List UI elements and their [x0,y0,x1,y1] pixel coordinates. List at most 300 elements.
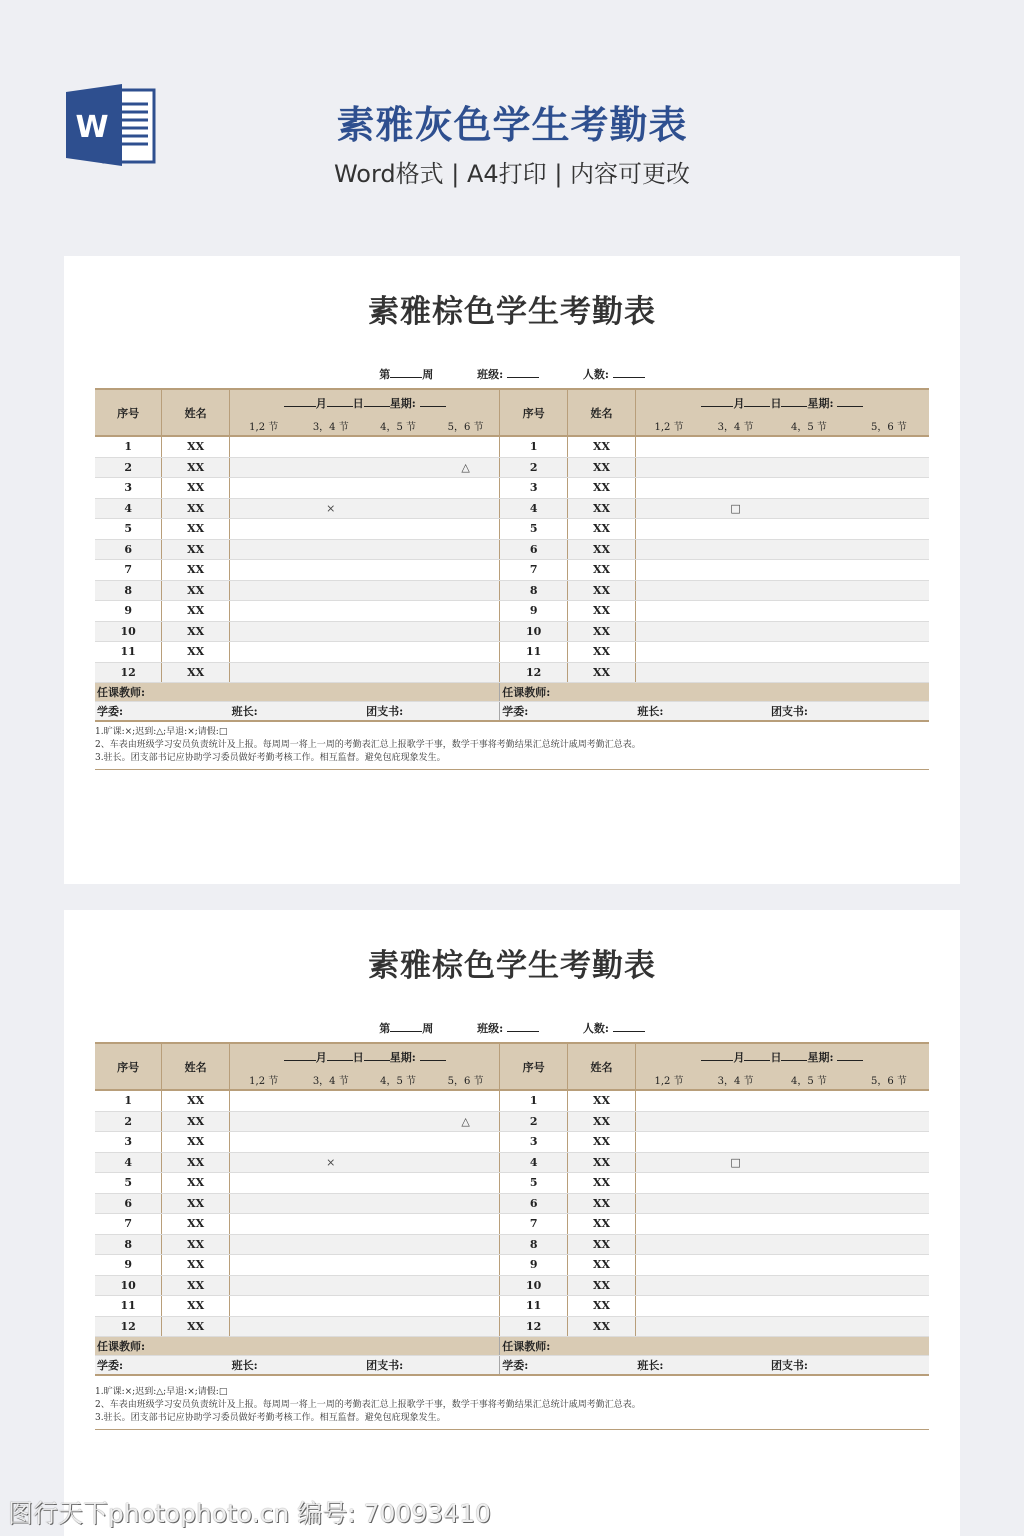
attendance-cell[interactable]: □ [702,1152,769,1173]
note-line: 2、车表由班级学习安员负责统计及上报。每周周一将上一周的考勤表汇总上报歌学干事，数学干事将考勤结果汇总统计戚周考勤汇总表。 [95,1400,641,1410]
row-number: 7 [500,1214,568,1235]
attendance-cell[interactable] [297,1275,364,1296]
student-name: XX [162,1111,230,1132]
attendance-cell[interactable] [432,519,500,540]
note-line: 1.旷课:×;迟到:△;早退:×;请假:□ [95,1387,228,1397]
attendance-cell[interactable] [297,1255,364,1276]
attendance-cell[interactable] [230,662,298,683]
attendance-cell[interactable] [849,1296,929,1317]
table-row [95,1152,929,1173]
attendance-cell[interactable] [230,621,298,642]
attendance-cell[interactable] [364,642,432,663]
league-label: 团支书: [364,702,500,722]
attendance-cell[interactable] [702,457,769,478]
attendance-cell[interactable] [702,1296,769,1317]
period-header: 5，6 节 [432,1070,500,1090]
attendance-cell[interactable] [769,1275,849,1296]
attendance-cell[interactable] [702,478,769,499]
attendance-cell[interactable] [769,1111,849,1132]
attendance-cell[interactable] [702,1275,769,1296]
attendance-cell[interactable] [230,1255,298,1276]
attendance-cell[interactable] [230,560,298,581]
attendance-cell[interactable] [297,1132,364,1153]
col-header-name: 姓名 [568,1043,636,1090]
attendance-cell[interactable] [364,662,432,683]
attendance-cell[interactable] [432,560,500,581]
attendance-cell[interactable] [702,436,769,457]
attendance-cell[interactable] [432,580,500,601]
attendance-cell[interactable] [364,601,432,622]
row-number: 10 [95,1275,162,1296]
table-row [95,1090,929,1111]
attendance-cell[interactable] [702,1132,769,1153]
attendance-cell[interactable] [702,560,769,581]
attendance-cell[interactable] [230,1111,298,1132]
row-number: 4 [500,1152,568,1173]
attendance-cell[interactable] [297,1193,364,1214]
attendance-cell[interactable] [635,1173,702,1194]
attendance-cell[interactable] [230,642,298,663]
attendance-cell[interactable] [849,1111,929,1132]
attendance-cell[interactable] [364,457,432,478]
attendance-cell[interactable] [230,1152,298,1173]
attendance-cell[interactable] [297,642,364,663]
attendance-cell[interactable] [230,519,298,540]
attendance-cell[interactable] [849,1152,929,1173]
attendance-cell[interactable] [635,580,702,601]
monitor-label: 班长: [635,1356,769,1376]
attendance-cell[interactable] [635,436,702,457]
col-header-no: 序号 [95,389,162,436]
attendance-cell[interactable] [849,1090,929,1111]
attendance-cell[interactable] [849,601,929,622]
banner-subtitle: Word格式 | A4打印 | 内容可更改 [333,160,691,188]
attendance-cell[interactable] [702,1214,769,1235]
attendance-cell[interactable] [702,642,769,663]
attendance-cell[interactable] [297,1214,364,1235]
table-row [95,1111,929,1132]
attendance-cell[interactable] [769,1316,849,1337]
attendance-cell[interactable] [635,1090,702,1111]
note-line: 3.驻长。团支部书记应协助学习委员做好考勤考核工作。相互监督。避免包庇现象发生。 [95,1413,446,1423]
attendance-cell[interactable] [297,519,364,540]
student-name: XX [568,1090,636,1111]
attendance-cell[interactable] [364,498,432,519]
attendance-cell[interactable] [849,1275,929,1296]
attendance-cell[interactable] [769,519,849,540]
attendance-cell[interactable] [297,621,364,642]
attendance-cell[interactable] [230,1173,298,1194]
attendance-cell[interactable] [230,457,298,478]
attendance-cell[interactable] [769,1296,849,1317]
teacher-label: 任课教师: [95,683,500,702]
attendance-cell[interactable] [432,1275,500,1296]
attendance-cell[interactable] [702,1111,769,1132]
student-name: XX [162,580,230,601]
attendance-cell[interactable] [432,621,500,642]
student-name: XX [162,1296,230,1317]
attendance-cell[interactable] [849,1214,929,1235]
class-field[interactable]: 班级: [477,1022,539,1035]
attendance-cell[interactable] [702,601,769,622]
table-row [95,1275,929,1296]
attendance-cell[interactable] [849,478,929,499]
attendance-cell[interactable] [702,621,769,642]
row-number: 9 [500,1255,568,1276]
attendance-cell[interactable] [635,601,702,622]
student-name: XX [568,1193,636,1214]
period-header: 3，4 节 [297,416,364,436]
attendance-cell[interactable] [230,1296,298,1317]
attendance-cell[interactable]: □ [702,498,769,519]
table-row [95,1173,929,1194]
attendance-cell[interactable] [432,601,500,622]
attendance-cell[interactable] [635,498,702,519]
attendance-cell[interactable] [849,519,929,540]
student-name: XX [568,519,636,540]
attendance-cell[interactable] [635,539,702,560]
row-number: 12 [500,662,568,683]
attendance-cell[interactable]: △ [432,1111,500,1132]
attendance-cell[interactable] [849,1193,929,1214]
attendance-cell[interactable] [635,1193,702,1214]
attendance-cell[interactable] [635,1111,702,1132]
attendance-cell[interactable] [769,1173,849,1194]
attendance-cell[interactable] [230,1275,298,1296]
attendance-cell[interactable] [849,560,929,581]
attendance-cell[interactable] [769,457,849,478]
attendance-cell[interactable] [635,478,702,499]
attendance-cell[interactable] [702,662,769,683]
attendance-cell[interactable] [769,560,849,581]
attendance-cell[interactable] [364,1090,432,1111]
table-row [95,478,929,499]
attendance-cell[interactable] [849,642,929,663]
col-header-no: 序号 [500,389,568,436]
row-number: 5 [95,519,162,540]
study-label: 学委: [95,702,230,722]
doc-title: 素雅棕色学生考勤表 [368,294,656,330]
table-row [95,621,929,642]
count-field[interactable]: 人数: [583,368,645,381]
week-field[interactable]: 第 周 [379,368,434,381]
table-row [95,560,929,581]
attendance-cell[interactable] [297,539,364,560]
attendance-cell[interactable] [230,601,298,622]
attendance-cell[interactable] [297,436,364,457]
row-number: 9 [95,601,162,622]
date-header: 月 日 星期: [635,1043,929,1070]
attendance-cell[interactable] [849,662,929,683]
note-line: 1.旷课:×;迟到:△;早退:×;请假:□ [95,727,228,737]
attendance-cell[interactable] [702,1173,769,1194]
attendance-cell[interactable] [849,498,929,519]
period-header: 5，6 节 [849,416,929,436]
row-number: 10 [500,621,568,642]
row-number: 9 [500,601,568,622]
attendance-cell[interactable] [635,560,702,581]
attendance-cell[interactable] [297,601,364,622]
attendance-cell[interactable]: × [297,1152,364,1173]
student-name: XX [568,478,636,499]
period-header: 1,2 节 [230,416,298,436]
attendance-cell[interactable] [635,1316,702,1337]
table-row [95,457,929,478]
date-header: 月 日 星期: [230,1043,500,1070]
attendance-cell[interactable] [364,1111,432,1132]
attendance-cell[interactable] [297,1316,364,1337]
table-row [95,519,929,540]
attendance-cell[interactable] [432,1152,500,1173]
attendance-cell[interactable] [769,601,849,622]
attendance-cell[interactable] [635,1234,702,1255]
attendance-cell[interactable] [297,662,364,683]
attendance-cell[interactable] [230,539,298,560]
attendance-cell[interactable] [297,1234,364,1255]
week-field[interactable]: 第 周 [379,1022,434,1035]
row-number: 8 [95,580,162,601]
attendance-cell[interactable] [849,1316,929,1337]
attendance-cell[interactable] [769,1090,849,1111]
attendance-cell[interactable] [769,642,849,663]
attendance-cell[interactable]: △ [432,457,500,478]
attendance-cell[interactable] [230,498,298,519]
attendance-cell[interactable] [702,1193,769,1214]
attendance-cell[interactable] [230,1193,298,1214]
attendance-cell[interactable] [769,1255,849,1276]
attendance-cell[interactable] [432,1193,500,1214]
table-row [95,1316,929,1337]
period-header: 5，6 节 [432,416,500,436]
attendance-cell[interactable] [702,1234,769,1255]
attendance-cell[interactable] [432,1316,500,1337]
attendance-cell[interactable] [635,1132,702,1153]
attendance-cell[interactable] [635,1214,702,1235]
banner-title: 素雅灰色学生考勤表 [336,103,688,147]
student-name: XX [568,539,636,560]
attendance-cell[interactable] [769,662,849,683]
table-row [95,539,929,560]
attendance-cell[interactable] [849,436,929,457]
table-row [95,601,929,622]
row-number: 12 [95,1316,162,1337]
attendance-cell[interactable] [849,1234,929,1255]
svg-text:W: W [75,110,109,145]
attendance-cell[interactable] [364,1173,432,1194]
student-name: XX [162,642,230,663]
student-name: XX [162,560,230,581]
attendance-cell[interactable] [432,1173,500,1194]
attendance-cell[interactable] [432,1296,500,1317]
attendance-cell[interactable] [230,1234,298,1255]
attendance-cell[interactable] [769,1214,849,1235]
student-name: XX [162,457,230,478]
attendance-cell[interactable] [364,436,432,457]
attendance-cell[interactable] [432,436,500,457]
attendance-cell[interactable] [297,1111,364,1132]
table-row [95,1193,929,1214]
col-header-name: 姓名 [568,389,636,436]
attendance-cell[interactable] [230,580,298,601]
table-row [95,580,929,601]
attendance-cell[interactable] [702,539,769,560]
attendance-cell[interactable] [635,1296,702,1317]
attendance-cell[interactable] [297,580,364,601]
attendance-cell[interactable] [364,1214,432,1235]
attendance-cell[interactable] [769,580,849,601]
attendance-cell[interactable] [297,560,364,581]
attendance-cell[interactable] [849,580,929,601]
table-row [95,662,929,683]
attendance-cell[interactable] [635,642,702,663]
attendance-cell[interactable] [297,1296,364,1317]
attendance-cell[interactable] [364,1234,432,1255]
attendance-cell[interactable] [364,519,432,540]
period-header: 4，5 节 [364,416,432,436]
student-name: XX [162,601,230,622]
row-number: 7 [95,560,162,581]
attendance-cell[interactable] [769,1132,849,1153]
league-label: 团支书: [769,702,929,722]
class-field[interactable]: 班级: [477,368,539,381]
period-header: 1,2 节 [635,416,702,436]
attendance-cell[interactable] [702,1090,769,1111]
row-number: 4 [95,1152,162,1173]
attendance-cell[interactable] [364,1316,432,1337]
student-name: XX [568,560,636,581]
meta-line [64,1020,960,1036]
attendance-cell[interactable] [849,1173,929,1194]
student-name: XX [162,478,230,499]
student-name: XX [162,498,230,519]
attendance-cell[interactable] [702,1316,769,1337]
attendance-cell[interactable] [769,1152,849,1173]
attendance-cell[interactable]: × [297,498,364,519]
attendance-cell[interactable] [769,498,849,519]
attendance-cell[interactable] [297,1090,364,1111]
attendance-cell[interactable] [769,1234,849,1255]
attendance-cell[interactable] [432,642,500,663]
attendance-cell[interactable] [364,1193,432,1214]
attendance-cell[interactable] [849,1132,929,1153]
attendance-cell[interactable] [635,1275,702,1296]
row-number: 2 [95,1111,162,1132]
attendance-cell[interactable] [635,1255,702,1276]
student-name: XX [568,1111,636,1132]
monitor-label: 班长: [635,702,769,722]
attendance-cell[interactable] [432,498,500,519]
attendance-cell[interactable] [769,478,849,499]
attendance-cell[interactable] [635,621,702,642]
attendance-cell[interactable] [230,1214,298,1235]
study-label: 学委: [95,1356,230,1376]
attendance-cell[interactable] [230,436,298,457]
student-name: XX [568,601,636,622]
attendance-cell[interactable] [769,621,849,642]
row-number: 7 [500,560,568,581]
row-number: 11 [95,642,162,663]
student-name: XX [568,436,636,457]
student-name: XX [568,1255,636,1276]
attendance-cell[interactable] [849,457,929,478]
attendance-cell[interactable] [635,519,702,540]
attendance-cell[interactable] [364,1255,432,1276]
student-name: XX [568,642,636,663]
row-number: 12 [500,1316,568,1337]
attendance-cell[interactable] [364,621,432,642]
count-field[interactable]: 人数: [583,1022,645,1035]
attendance-cell[interactable] [849,1255,929,1276]
attendance-cell[interactable] [297,457,364,478]
row-number: 10 [95,621,162,642]
row-number: 8 [95,1234,162,1255]
attendance-cell[interactable] [432,1090,500,1111]
meta-line [64,366,960,382]
table-row [95,1234,929,1255]
attendance-cell[interactable] [230,1090,298,1111]
student-name: XX [568,1316,636,1337]
period-header: 3，4 节 [702,416,769,436]
attendance-cell[interactable] [702,1255,769,1276]
attendance-cell[interactable] [769,1193,849,1214]
row-number: 2 [500,1111,568,1132]
attendance-cell[interactable] [364,478,432,499]
attendance-cell[interactable] [702,580,769,601]
attendance-cell[interactable] [635,1152,702,1173]
row-number: 6 [95,539,162,560]
attendance-cell[interactable] [364,1275,432,1296]
attendance-cell[interactable] [432,1214,500,1235]
attendance-cell[interactable] [769,539,849,560]
attendance-cell[interactable] [432,1234,500,1255]
row-number: 1 [95,1090,162,1111]
attendance-cell[interactable] [635,662,702,683]
table-row [95,498,929,519]
student-name: XX [162,1255,230,1276]
attendance-cell[interactable] [849,621,929,642]
attendance-cell[interactable] [432,539,500,560]
attendance-cell[interactable] [364,580,432,601]
attendance-cell[interactable] [364,539,432,560]
row-number: 9 [95,1255,162,1276]
attendance-cell[interactable] [230,1132,298,1153]
attendance-cell[interactable] [702,519,769,540]
attendance-cell[interactable] [432,1132,500,1153]
attendance-cell[interactable] [432,1255,500,1276]
period-header: 3，4 节 [297,1070,364,1090]
period-header: 3，4 节 [702,1070,769,1090]
attendance-cell[interactable] [769,436,849,457]
row-number: 12 [95,662,162,683]
attendance-cell[interactable] [849,539,929,560]
attendance-cell[interactable] [297,1173,364,1194]
student-name: XX [162,1173,230,1194]
attendance-cell[interactable] [364,1296,432,1317]
study-label: 学委: [500,1356,636,1376]
attendance-cell[interactable] [432,478,500,499]
period-header: 1,2 节 [230,1070,298,1090]
attendance-cell[interactable] [230,478,298,499]
attendance-cell[interactable] [635,457,702,478]
attendance-cell[interactable] [364,1132,432,1153]
attendance-cell[interactable] [364,1152,432,1173]
student-name: XX [568,457,636,478]
attendance-cell[interactable] [297,478,364,499]
row-number: 1 [500,1090,568,1111]
attendance-cell[interactable] [230,1316,298,1337]
attendance-cell[interactable] [364,560,432,581]
attendance-cell[interactable] [432,662,500,683]
